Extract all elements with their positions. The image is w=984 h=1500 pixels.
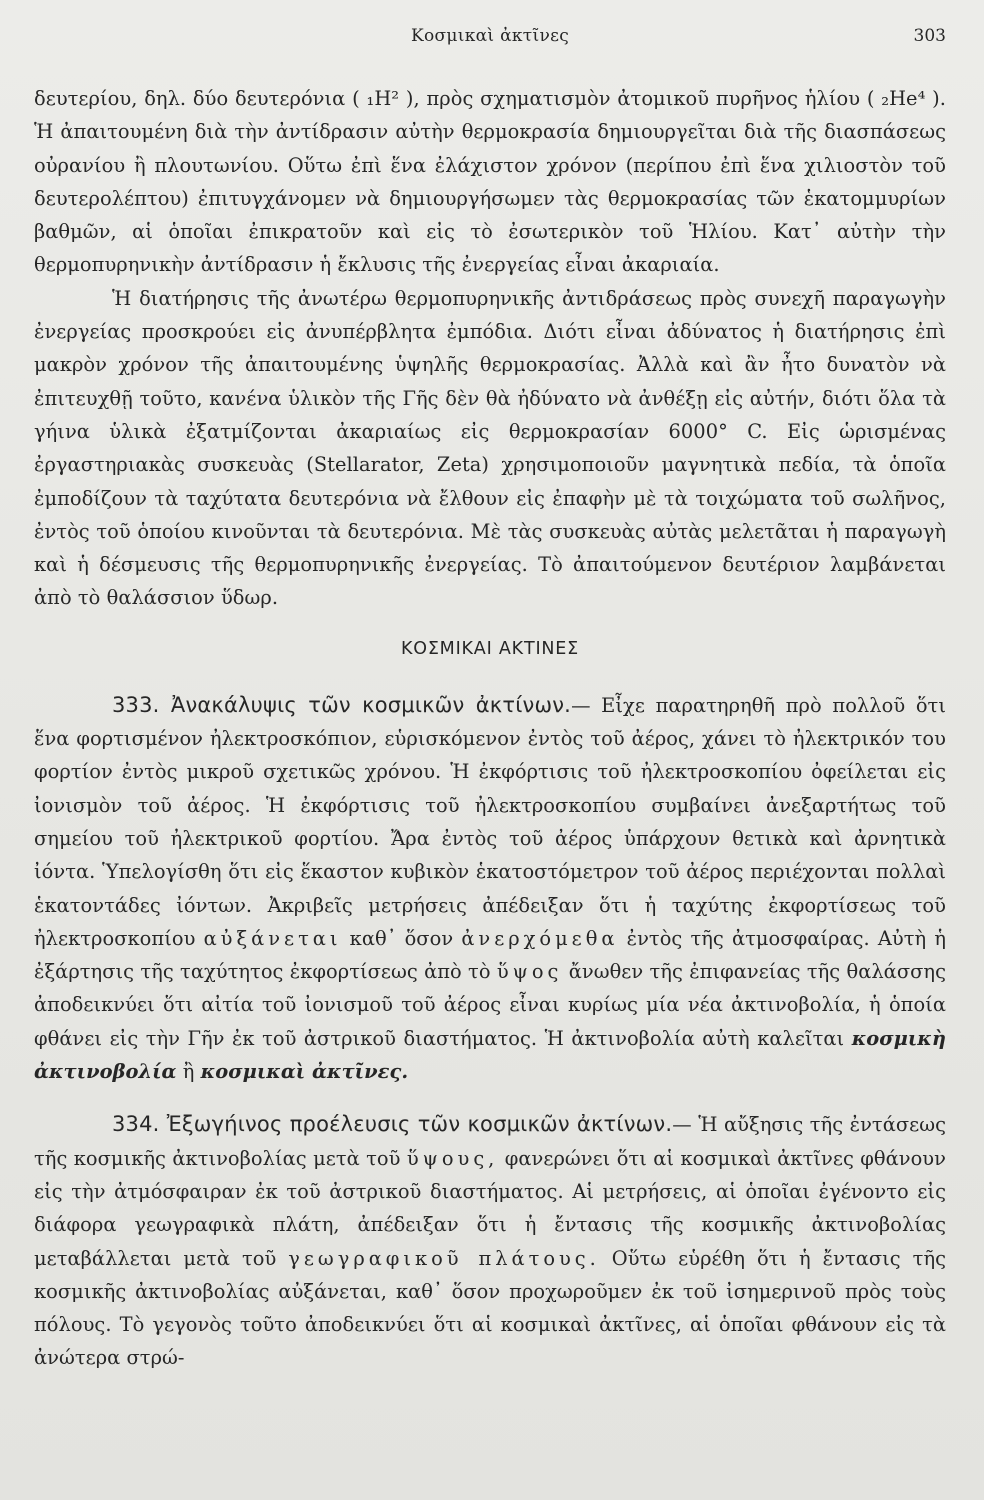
article-333-text-1: — Εἶχε παρατηρηθῆ πρὸ πολλοῦ ὅτι ἕνα φορτισμένον ἠλεκτροσκόπιον, εὑρισκόμενον ἐντὸς τοῦ ἀέρος, χάνει τὸ ἠλεκτρικόν του φορτίον ἐντὸς μικροῦ σχετικῶς χρόνου. Ἡ ἐκφόρτισις τοῦ ἠλεκτροσκοπίου ὀφείλεται εἰς ἰονισμὸν τοῦ ἀέρος. Ἡ ἐκφόρτισις τοῦ ἠλεκτροσκοπίου συμβαίνει ἀνεξαρτήτως τοῦ σημείου τοῦ ἠλεκτρικοῦ φορτίου. Ἄρα ἐντὸς τοῦ ἀέρος ὑπάρχουν θετικὰ καὶ ἀρνητικὰ ἰόντα. Ὑπελογίσθη ὅτι εἰς ἕκαστον κυβικὸν ἑκατοστόμετρον τοῦ ἀέρος περιέχονται πολλαὶ ἑκατοντάδες ἰόντων. Ἀκριβεῖς μετρήσεις ἀπέδειξαν ὅτι ἡ ταχύτης ἐκφορτίσεως τοῦ ἠλεκτροσκοπίου	[34, 693, 946, 950]
article-333-spaced-3: ὕψος	[496, 960, 563, 984]
article-333-text-3: ἐντὸς τῆς ἀτμοσφαίρας. Αὐτὴ ἡ ἐξάρτησις τῆς ταχύτητος ἐκφορτίσεως ἀπὸ τὸ	[34, 926, 947, 984]
article-333-spaced-2: ἀνερχόμεθα	[461, 926, 619, 950]
article-333-text-5: ἢ	[182, 1060, 195, 1084]
article-333	[34, 689, 946, 1089]
article-333-term-2: κοσμικαὶ ἀκτῖνες.	[200, 1060, 409, 1084]
running-title: Κοσμικαὶ ἀκτῖνες	[410, 26, 570, 46]
section-heading: ΚΟΣΜΙΚΑΙ ΑΚΤΙΝΕΣ	[400, 638, 580, 659]
article-333-text-2: καθ᾽ ὅσον	[349, 926, 454, 950]
paragraph-sustaining-reaction: Ἡ διατήρησις τῆς ἀνωτέρω θερμοπυρηνικῆς ἀντιδράσεως πρὸς συνεχῆ παραγωγὴν ἐνεργείας προσκρούει εἰς ἀνυπέρβλητα ἐμπόδια. Διότι εἶναι ἀδύνατος ἡ διατήρησις ἐπὶ μακρὸν χρόνον τῆς ἀπαιτουμένης ὑψηλῆς θερμοκρασίας. Ἀλλὰ καὶ ἂν ἦτο δυνατὸν νὰ ἐπιτευχθῇ τοῦτο, κανένα ὑλικὸν τῆς Γῆς δὲν θὰ ἠδύνατο νὰ ἀνθέξῃ εἰς αὐτήν, διότι ὅλα τὰ γήινα ὑλικὰ ἐξατμίζονται ἀκαριαίως εἰς θερμοκρασίαν 6000° C. Εἰς ὡρισμένας ἐργαστηριακὰς συσκευὰς (Stellarator, Zeta) χρησιμοποιοῦν μαγνητικὰ πεδία, τὰ ὁποῖα ἐμποδίζουν τὰ ταχύτατα δευτερόνια νὰ ἔλθουν εἰς ἐπαφὴν μὲ τὰ τοιχώματα τοῦ σωλῆνος, ἐντὸς τοῦ ὁποίου κινοῦνται τὰ δευτερόνια. Μὲ τὰς συσκευὰς αὐτὰς μελετᾶται ἡ παραγωγὴ καὶ ἡ δέσμευσις τῆς θερμοπυρηνικῆς ἐνεργείας. Τὸ ἀπαιτούμενον δευτέριον λαμβάνεται ἀπὸ τὸ θαλάσσιον ὕδωρ.	[34, 286, 946, 610]
article-334-spaced-1: ὕψους,	[406, 1146, 499, 1170]
article-334-heading: 334. Ἐξωγήινος προέλευσις τῶν κοσμικῶν ἀκτίνων.	[112, 1112, 673, 1137]
article-333-heading: 333. Ἀνακάλυψις τῶν κοσμικῶν ἀκτίνων.	[112, 692, 572, 717]
article-spacer	[34, 1088, 946, 1108]
article-333-term-1: κοσμικὴ ἀκτινοβολία	[34, 1026, 947, 1084]
running-header	[34, 20, 946, 56]
article-334	[34, 1108, 946, 1374]
article-334-text-2: φανερώνει ὅτι αἱ κοσμικαὶ ἀκτῖνες φθάνουν εἰς τὴν ἀτμόσφαιραν ἐκ τοῦ ἀστρικοῦ διαστήματος. Αἱ μετρήσεις, αἱ ὁποῖαι ἐγένοντο εἰς διάφορα γεωγραφικὰ πλάτη, ἀπέδειξαν ὅτι ἡ ἔντασις τῆς κοσμικῆς ἀκτινοβολίας μεταβάλλεται μετὰ τοῦ	[34, 1146, 946, 1270]
article-333-spaced-1: αὐξάνεται	[203, 926, 342, 950]
article-334-spaced-2: γεωγραφικοῦ πλάτους.	[288, 1246, 600, 1270]
article-334-text-1: — Ἡ αὔξησις τῆς ἐντάσεως τῆς κοσμικῆς ἀκτινοβολίας μετὰ τοῦ	[34, 1113, 946, 1170]
article-334-text-3: Οὕτω εὑρέθη ὅτι ἡ ἔντασις τῆς κοσμικῆς ἀκτινοβολίας αὐξάνεται, καθ᾽ ὅσον προχωροῦμεν ἐκ τοῦ ἰσημερινοῦ πρὸς τοὺς πόλους. Τὸ γεγονὸς τοῦτο ἀποδεικνύει ὅτι αἱ κοσμικαὶ ἀκτῖνες, αἱ ὁποῖαι φθάνουν εἰς τὰ ἀνώτερα στρώ-	[34, 1246, 947, 1370]
article-333-text-4: ἄνωθεν τῆς ἐπιφανείας τῆς θαλάσσης ἀποδεικνύει ὅτι αἰτία τοῦ ἰονισμοῦ τοῦ ἀέρος εἶναι κυρίως μία νέα ἀκτινοβολία, ἡ ὁποία φθάνει εἰς τὴν Γῆν ἐκ τοῦ ἀστρικοῦ διαστήματος. Ἡ ἀκτινοβολία αὐτὴ καλεῖται	[34, 960, 946, 1050]
page-number: 303	[913, 26, 946, 46]
paragraph-thermonuclear-reaction: δευτερίου, δηλ. δύο δευτερόνια ( ₁H² ), πρὸς σχηματισμὸν ἀτομικοῦ πυρῆνος ἡλίου ( ₂He⁴ ). Ἡ ἀπαιτουμένη διὰ τὴν ἀντίδρασιν αὐτὴν θερμοκρασία δημιουργεῖται διὰ τῆς διασπάσεως οὐρανίου ἢ πλουτωνίου. Οὕτω ἐπὶ ἕνα ἐλάχιστον χρόνον (περίπου ἐπὶ ἕνα χιλιοστὸν τοῦ δευτερολέπτου) ἐπιτυγχάνομεν νὰ δημιουργήσωμεν τὰς θερμοκρασίας τῶν ἑκατομμυρίων βαθμῶν, αἱ ὁποῖαι ἐπικρατοῦν καὶ εἰς τὸ ἐσωτερικὸν τοῦ Ἡλίου. Κατ᾽ αὐτὴν τὴν θερμοπυρηνικὴν ἀντίδρασιν ἡ ἔκλυσις τῆς ἐνεργείας εἶναι ἀκαριαία.	[34, 87, 946, 277]
